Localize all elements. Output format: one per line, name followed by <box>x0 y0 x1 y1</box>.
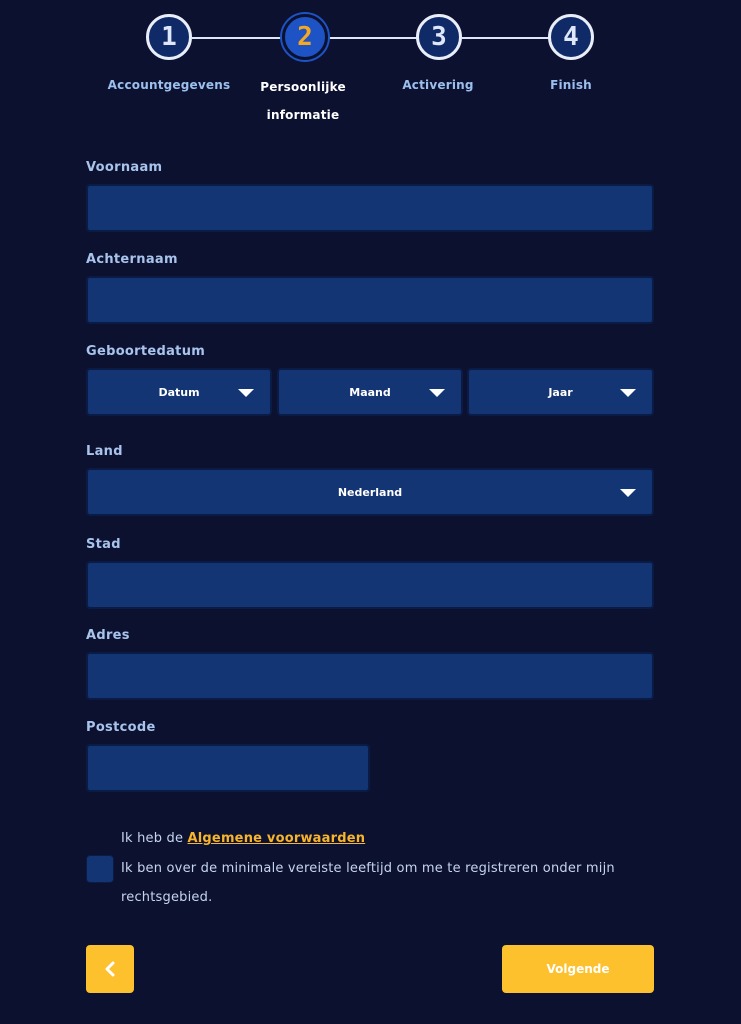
birth-year-value: Jaar <box>548 385 573 399</box>
terms-prefix: Ik heb de <box>121 831 188 846</box>
last-name-label: Achternaam <box>86 252 178 267</box>
chevron-down-icon <box>429 389 445 397</box>
step-connector <box>192 37 282 39</box>
first-name-input[interactable] <box>86 184 654 232</box>
step-4-label: Finish <box>550 78 592 92</box>
progress-stepper <box>0 0 741 130</box>
birth-month-select[interactable] <box>277 368 463 416</box>
country-select[interactable] <box>86 468 654 516</box>
chevron-down-icon <box>620 389 636 397</box>
step-connector <box>328 37 418 39</box>
birth-day-select[interactable] <box>86 368 272 416</box>
terms-link[interactable]: Algemene voorwaarden <box>187 831 366 846</box>
last-name-input[interactable] <box>86 276 654 324</box>
chevron-down-icon <box>620 489 636 497</box>
back-button[interactable] <box>86 945 134 993</box>
step-1-circle[interactable]: 1 <box>146 14 192 60</box>
birth-year-select[interactable] <box>467 368 654 416</box>
birthdate-label: Geboortedatum <box>86 344 206 359</box>
address-label: Adres <box>86 628 130 643</box>
step-4-circle[interactable]: 4 <box>548 14 594 60</box>
step-3-circle[interactable]: 3 <box>416 14 462 60</box>
country-label: Land <box>86 444 123 459</box>
age-text-line-1: Ik ben over de minimale vereiste leeftijd om me te registreren onder mijn <box>121 861 615 876</box>
postcode-input[interactable] <box>86 744 370 792</box>
step-2-label: Persoonlijke informatie <box>260 80 346 122</box>
step-connector <box>462 37 552 39</box>
step-3-label: Activering <box>402 78 474 92</box>
city-input[interactable] <box>86 561 654 609</box>
birth-month-value: Maand <box>349 385 391 399</box>
birth-day-value: Datum <box>158 385 200 399</box>
next-button[interactable]: Volgende <box>502 945 654 993</box>
age-text-line-2: rechtsgebied. <box>121 890 213 905</box>
chevron-down-icon <box>238 389 254 397</box>
country-value: Nederland <box>337 485 403 499</box>
address-input[interactable] <box>86 652 654 700</box>
first-name-label: Voornaam <box>86 160 163 175</box>
postcode-label: Postcode <box>86 720 156 735</box>
step-2-circle[interactable]: 2 <box>282 14 328 60</box>
age-terms-checkbox[interactable] <box>86 855 114 883</box>
chevron-left-icon <box>103 961 117 977</box>
terms-line <box>121 831 365 846</box>
city-label: Stad <box>86 537 121 552</box>
step-1-label: Accountgegevens <box>107 78 231 92</box>
